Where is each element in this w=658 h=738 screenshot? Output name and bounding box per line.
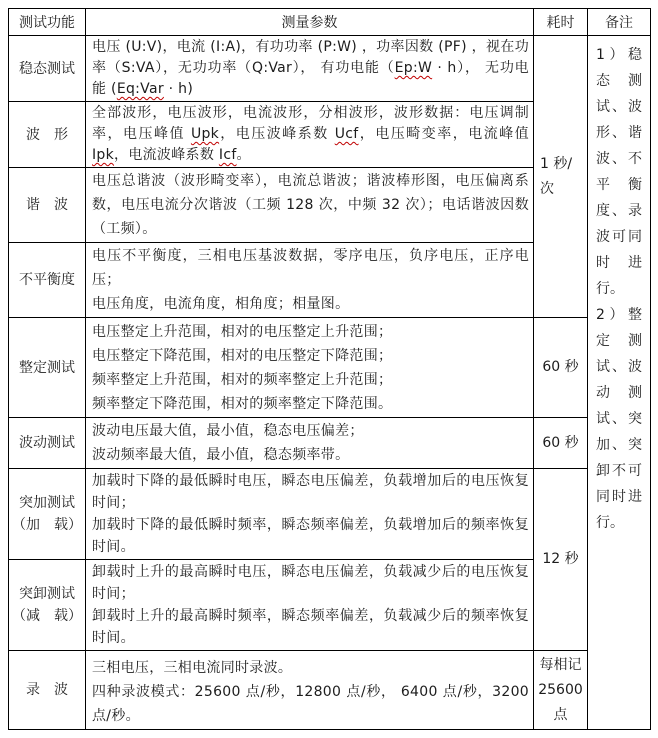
text-segment: 电压 (U:V)，电流 (I:A)，有功功率 (P:W) ，功率因数 (PF) ，视在功率（S:VA），无功功率（Q:Var）， 有功电能（ <box>92 39 529 76</box>
remark-note-1: 1）稳态测试、波形、谐波、不平衡度、录波可同时进行。 <box>596 47 642 297</box>
header-measurement-params: 测量参数 <box>86 9 534 36</box>
misspelled-term: Ep:W <box>394 60 433 76</box>
text-segment: 全部波形，电压波形，电流波形，分相波形，波形数据：电压调制率，电压峰值 <box>92 105 529 142</box>
params-sudden-unload-test <box>86 560 534 651</box>
time-sudden-group: 12 秒 <box>534 469 588 651</box>
label-sudden-load-test <box>9 469 86 560</box>
label-line-1: 突卸测试 <box>19 586 75 602</box>
params-line: 波动频率最大值，最小值，稳态频率带。 <box>92 447 350 463</box>
label-fluctuation-test: 波动测试 <box>9 418 86 469</box>
row-fluctuation-test <box>9 418 651 469</box>
label-steady-test: 稳态测试 <box>9 36 86 102</box>
row-sudden-load-test <box>9 469 651 560</box>
remark-note-2: 2）整定测试、波动测试、突加、突卸不可同时进行。 <box>596 307 642 531</box>
params-wave-record <box>86 651 534 730</box>
time-wave-record: 每相记 25600 点 <box>534 651 588 730</box>
params-line <box>92 37 529 100</box>
params-line: 四种录波模式：25600 点/秒，12800 点/秒， 6400 点/秒，3200 点/秒。 <box>92 684 529 724</box>
text-segment: · h）， 无功电能 ( <box>92 60 529 97</box>
remark-notes <box>588 36 651 730</box>
time-setting-test: 60 秒 <box>534 318 588 418</box>
params-line: 电压整定上升范围，相对的电压整定上升范围； <box>92 323 393 340</box>
params-setting-test <box>86 318 534 418</box>
row-setting-test <box>9 318 651 418</box>
text-segment: 。 <box>236 147 251 163</box>
params-line <box>92 103 529 166</box>
measurement-spec-table <box>8 8 651 730</box>
label-harmonic: 谐 波 <box>9 168 86 243</box>
label-sudden-unload-test <box>9 560 86 651</box>
text-segment: ，电压波峰系数 <box>219 126 335 142</box>
row-steady-test <box>9 36 651 102</box>
label-wave-record: 录 波 <box>9 651 86 730</box>
params-line: 电压总谐波（波形畸变率），电流总谐波；谐波棒形图，电压偏离系数，电压电流分次谐波（工频 128 次，中频 32 次）；电话谐波因数（工频）。 <box>92 173 529 237</box>
params-line: 电压不平衡度，三相电压基波数据，零序电压，负序电压，正序电压； <box>92 248 529 288</box>
time-fluctuation-test: 60 秒 <box>534 418 588 469</box>
misspelled-term: Ipk <box>92 147 115 163</box>
params-line: 频率整定上升范围，相对的频率整定上升范围； <box>92 371 393 388</box>
params-line: 电压角度，电流角度，相角度；相量图。 <box>92 296 350 312</box>
params-sudden-load-test <box>86 469 534 560</box>
label-line-2: （减 载） <box>12 608 82 624</box>
params-steady-test <box>86 36 534 102</box>
label-unbalance: 不平衡度 <box>9 243 86 318</box>
label-line-2: （加 载） <box>12 517 82 533</box>
params-line: 频率整定下降范围，相对的频率整定下降范围。 <box>92 395 393 412</box>
header-test-function: 测试功能 <box>9 9 86 36</box>
params-line: 电压整定下降范围，相对的电压整定下降范围； <box>92 347 393 364</box>
params-line: 三相电压，三相电流同时录波。 <box>92 660 293 676</box>
misspelled-term: Icf <box>218 147 237 163</box>
text-segment: ，电流波峰系数 <box>114 147 219 163</box>
params-line: 加载时下降的最低瞬时电压，瞬态电压偏差，负载增加后的电压恢复时间； <box>92 473 529 511</box>
row-wave-record <box>9 651 651 730</box>
header-row <box>9 9 651 36</box>
text-segment: · h) <box>163 81 194 97</box>
label-setting-test: 整定测试 <box>9 318 86 418</box>
header-remark: 备注 <box>588 9 651 36</box>
label-waveform: 波 形 <box>9 102 86 168</box>
params-line: 波动电压最大值，最小值，稳态电压偏差； <box>92 423 364 439</box>
params-line: 卸载时上升的最高瞬时电压，瞬态电压偏差，负载减少后的电压恢复时间； <box>92 564 529 602</box>
header-time-cost: 耗时 <box>534 9 588 36</box>
params-line: 卸载时上升的最高瞬时频率，瞬态频率偏差，负载减少后的频率恢复时间。 <box>92 608 529 646</box>
time-steady-group: 1 秒/次 <box>534 36 588 318</box>
misspelled-term: Ucf <box>334 126 359 142</box>
text-segment: ，电压畸变率，电流峰值 <box>358 126 529 142</box>
params-line: 加载时下降的最低瞬时频率，瞬态频率偏差，负载增加后的频率恢复时间。 <box>92 517 529 555</box>
label-line-1: 突加测试 <box>19 495 75 511</box>
params-unbalance <box>86 243 534 318</box>
params-harmonic <box>86 168 534 243</box>
misspelled-term: Upk <box>190 126 220 142</box>
params-fluctuation-test <box>86 418 534 469</box>
params-waveform <box>86 102 534 168</box>
misspelled-term: Eq:Var <box>116 81 164 97</box>
